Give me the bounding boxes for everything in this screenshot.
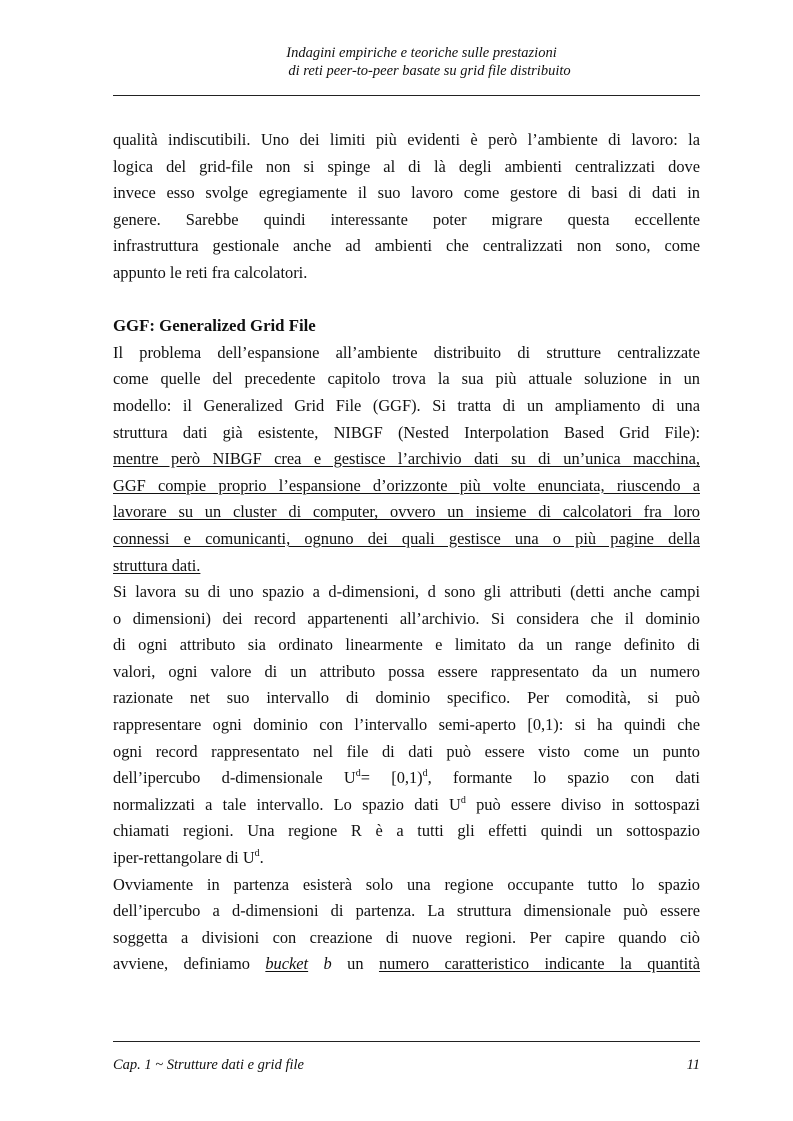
text-line: valori, ogni valore di un attributo possa essere rappresentato da un numero [113,661,700,681]
text-line: genere. Sarebbe quindi interessante poter migrare questa eccellente [113,209,700,229]
header-rule [113,95,700,96]
text-line: Il problema dell’espansione all’ambiente distribuito di strutture centralizzate [113,342,700,362]
text-line: come quelle del precedente capitolo trova la sua più attuale soluzione in un [113,369,700,389]
text-line: dell’ipercubo d-dimensionale $U^d= [0,1)^d$, formante lo spazio con dati [113,768,700,788]
text-line: qualità indiscutibili. Uno dei limiti più evidenti è però l’ambiente di lavoro: la [113,130,700,149]
text-line: infrastruttura gestionale anche ad ambienti che centralizzati non sono, come [113,236,700,256]
text-line: dell’ipercubo a d-dimensioni di partenza. La struttura dimensionale può essere [113,901,700,921]
underlined-line: mentre però NIBGF crea e gestisce l’archivio dati su di un’unica macchina, [113,449,700,469]
text-line: soggetta a divisioni con creazione di nuove regioni. Per capire quando ciò [113,927,700,947]
paragraph-ggf [113,340,700,579]
superscript-d: d [355,768,361,780]
page-body [113,127,700,978]
running-footer [113,1057,700,1074]
text-line: normalizzati a tale intervallo. Lo spazio dati $U^d$ può essere diviso in sottospazi [113,794,700,814]
underlined-line: connessi e comunicanti, ognuno dei quali gestisce una o più pagine della [113,528,700,548]
text-line: struttura dati già esistente, NIBGF (Nested Interpolation Based Grid File): [113,422,700,442]
text-line: Ovviamente in partenza esisterà solo una regione occupante tutto lo spazio [113,874,700,894]
underlined-line: struttura dati. [113,555,201,575]
text-line: appunto le reti fra calcolatori. [113,262,308,282]
running-header [113,44,700,80]
text-line: ogni record rappresentato nel file di dati può essere visto come un punto [113,741,700,761]
underlined-phrase: numero caratteristico indicante la quantità [378,954,701,974]
header-line-1: Indagini empiriche e teoriche sulle prestazioni [286,45,557,61]
text-line: modello: il Generalized Grid File (GGF). Si tratta di un ampliamento di una [113,395,700,415]
section-title: GGF: Generalized Grid File [113,316,316,336]
text-line: avviene, definiamo bucket b un numero caratteristico indicante la quantità [113,954,701,974]
text-line: rappresentare ogni dominio con l’intervallo semi-aperto [0,1): si ha quindi che [113,715,700,735]
footer-rule [113,1041,700,1042]
text-line: chiamati regioni. Una regione R è a tutti gli effetti quindi un sottospazio [113,821,700,841]
text-line: razionate net suo intervallo di dominio specifico. Per comodità, si può [113,688,700,708]
chapter-label: Cap. 1 ~ Strutture dati e grid file [113,1057,304,1073]
paragraph-intro [113,127,700,287]
text-line: iper-rettangolare di $U^d$. [113,848,264,868]
paragraph-bucket [113,872,700,978]
text-line: Si lavora su di uno spazio a d-dimensioni, d sono gli attributi (detti anche campi [113,582,700,602]
underlined-line: GGF compie proprio l’espansione d’orizzonte più volte enunciata, riuscendo a [113,475,700,495]
superscript-d: d [254,848,260,860]
paragraph-dimensions [113,579,700,872]
term-bucket: bucket [265,954,309,974]
text-line: di ogni attributo sia ordinato linearmente e limitato da un range definito di [113,635,700,655]
underlined-line: lavorare su un cluster di computer, ovvero un insieme di calcolatori fra loro [113,502,700,522]
header-line-2: di reti peer-to-peer basate su grid file distribuito [288,63,571,79]
superscript-d: d [460,794,466,806]
text-line: o dimensioni) dei record appartenenti all’archivio. Si considera che il dominio [113,608,700,628]
superscript-d: d [422,768,428,780]
text-line: invece esso svolge egregiamente il suo lavoro come gestore di basi di dati in [113,183,700,203]
text-line: logica del grid-file non si spinge al di là degli ambienti centralizzati dove [113,156,700,176]
symbol-b: b [323,954,332,974]
page-number: 11 [686,1057,700,1073]
